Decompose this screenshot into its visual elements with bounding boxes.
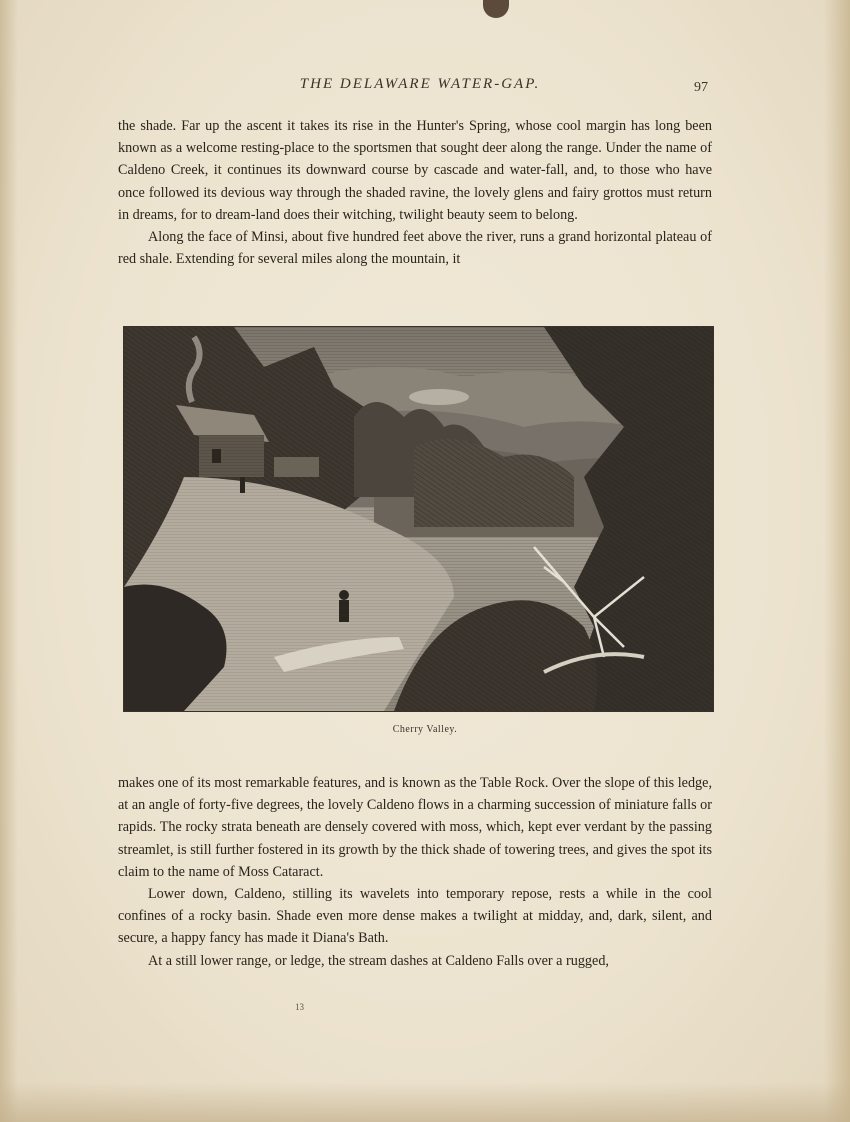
engraving-artwork xyxy=(124,327,713,711)
binding-hole xyxy=(483,0,509,18)
paragraph: At a still lower range, or ledge, the stream dashes at Caldeno Falls over a rugged, xyxy=(148,952,609,969)
paragraph: the shade. Far up the ascent it takes its rise in the Hunter's Spring, whose cool margin has long been known as a welcome resting-place to the sportsmen that sought deer along the range. Under the name of Caldeno Creek, it continues its downward course by cascade and water-fall, and, to those who have once followed its devious way through the shaded ravine, the lovely glens and fairy grottos must return in dreams, for to dream-land does their witching, twilight beauty seem to belong. xyxy=(118,118,712,223)
printer-signature: 13 xyxy=(295,1002,304,1012)
page-edge-right xyxy=(824,0,850,1122)
text-block-top xyxy=(118,115,712,270)
running-title: THE DELAWARE WATER-GAP. xyxy=(299,76,541,92)
paragraph: Lower down, Caldeno, stilling its wavelets into temporary repose, rests a while in the cool confines of a rocky basin. Shade even more dense makes a twilight at midday, and, dark, silent, and secure, a happy fancy has made it Diana's Bath. xyxy=(118,886,712,947)
figure-caption: Cherry Valley. xyxy=(392,724,458,735)
paragraph: Along the face of Minsi, about five hundred feet above the river, runs a grand horizontal plateau of red shale. Extending for several miles along the mountain, it xyxy=(118,229,712,268)
paragraph: makes one of its most remarkable features, and is known as the Table Rock. Over the slope of this ledge, at an angle of forty-five degrees, the lovely Caldeno flows in a charming succession of miniature falls or rapids. The rocky strata beneath are densely covered with moss, which, kept ever verdant by the passing streamlet, is still further fostered in its growth by the thick shade of towering trees, and gives the spot its claim to the name of Moss Cataract. xyxy=(118,775,712,880)
text-block-bottom xyxy=(118,772,712,972)
page-number: 97 xyxy=(694,80,708,95)
page-edge-left xyxy=(0,0,18,1122)
engraving-illustration xyxy=(123,326,714,712)
page-edge-bottom xyxy=(0,1082,850,1122)
